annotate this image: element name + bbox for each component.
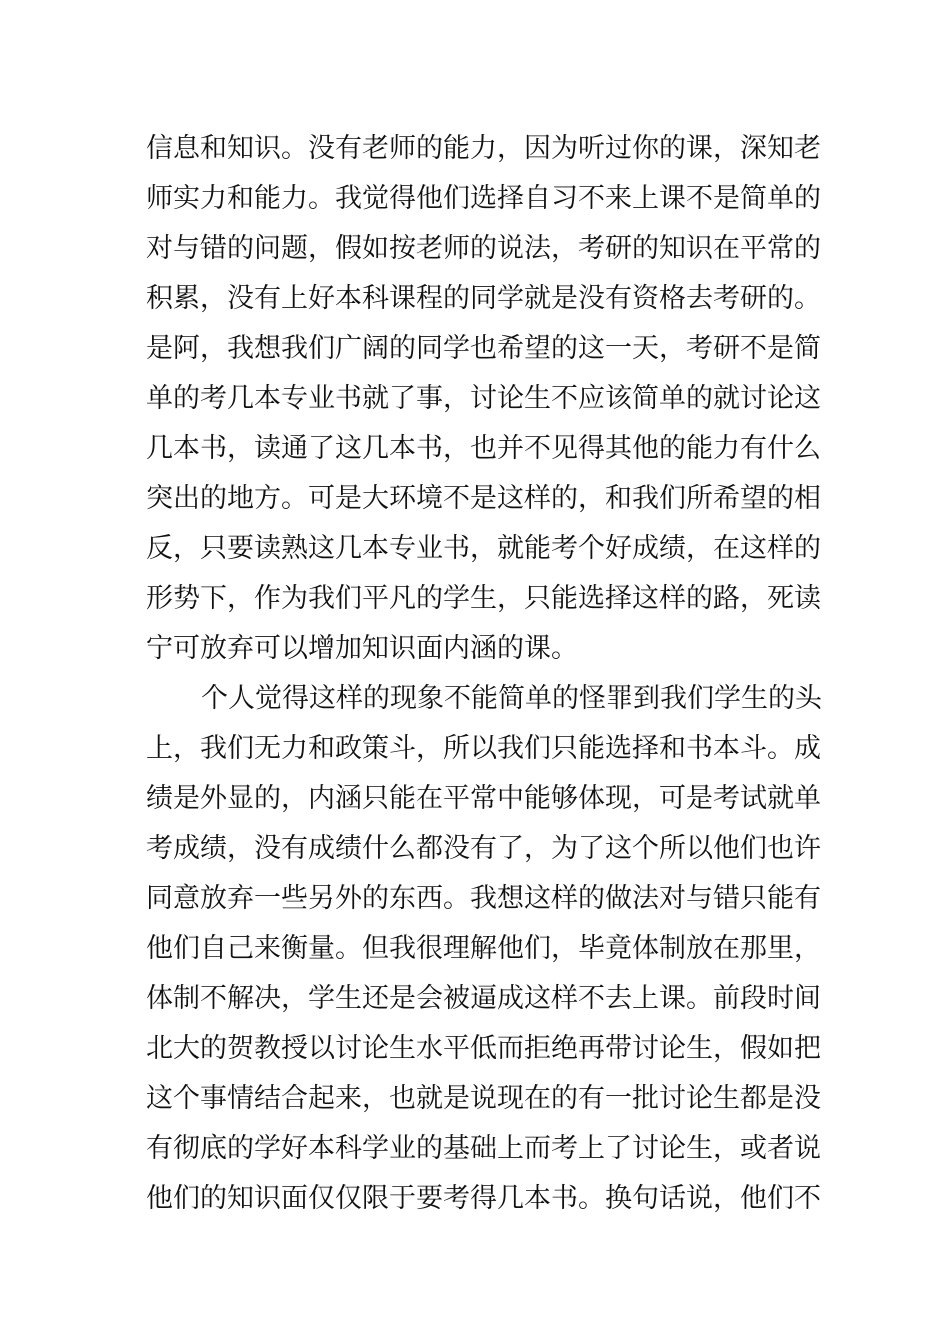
text-line: 信息和知识。没有老师的能力，因为听过你的课，深知老 [146, 133, 821, 164]
text-line: 他们自己来衡量。但我很理解他们，毕竟体制放在那里， [146, 933, 821, 964]
text-line: 他们的知识面仅仅限于要考得几本书。换句话说，他们不 [146, 1183, 821, 1214]
text-line: 上，我们无力和政策斗，所以我们只能选择和书本斗。成 [146, 733, 821, 764]
text-line: 是阿，我想我们广阔的同学也希望的这一天，考研不是简 [146, 333, 821, 364]
text-line: 同意放弃一些另外的东西。我想这样的做法对与错只能有 [146, 883, 821, 914]
text-line: 单的考几本专业书就了事，讨论生不应该简单的就讨论这 [146, 383, 821, 414]
text-line: 体制不解决，学生还是会被逼成这样不去上课。前段时间 [146, 983, 821, 1014]
paragraph-end-line: 宁可放弃可以增加知识面内涵的课。 [146, 633, 578, 664]
text-line: 形势下，作为我们平凡的学生，只能选择这样的路，死读 [146, 583, 821, 614]
text-line: 反，只要读熟这几本专业书，就能考个好成绩，在这样的 [146, 533, 821, 564]
paragraph-first-line: 个人觉得这样的现象不能简单的怪罪到我们学生的头 [201, 683, 822, 714]
text-line: 几本书，读通了这几本书，也并不见得其他的能力有什么 [146, 433, 821, 464]
text-line: 绩是外显的，内涵只能在平常中能够体现，可是考试就单 [146, 783, 821, 814]
document-body [146, 124, 822, 1224]
text-line: 积累，没有上好本科课程的同学就是没有资格去考研的。 [146, 283, 821, 314]
text-line: 有彻底的学好本科学业的基础上而考上了讨论生，或者说 [146, 1133, 821, 1164]
text-line: 对与错的问题，假如按老师的说法，考研的知识在平常的 [146, 233, 821, 264]
text-line: 北大的贺教授以讨论生水平低而拒绝再带讨论生，假如把 [146, 1033, 821, 1064]
text-line: 师实力和能力。我觉得他们选择自习不来上课不是简单的 [146, 183, 821, 214]
text-line: 这个事情结合起来，也就是说现在的有一批讨论生都是没 [146, 1083, 821, 1114]
text-line: 突出的地方。可是大环境不是这样的，和我们所希望的相 [146, 483, 821, 514]
text-line: 考成绩，没有成绩什么都没有了，为了这个所以他们也许 [146, 833, 821, 864]
